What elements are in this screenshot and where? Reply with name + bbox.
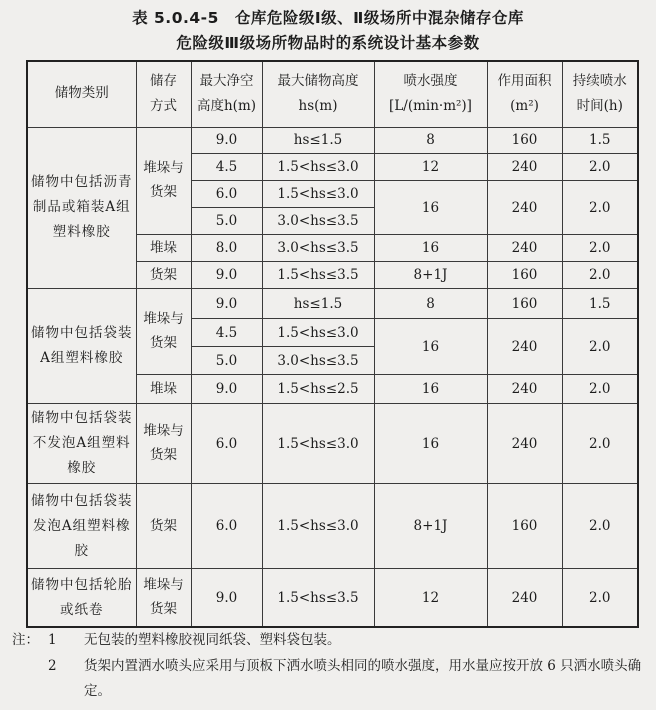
operating-area-cell: 240 (487, 319, 562, 375)
spray-duration-cell: 2.0 (562, 484, 638, 569)
note-number: 1 (48, 632, 57, 648)
max-storage-height-cell: 3.0<hs≤3.5 (262, 235, 374, 262)
header-category: 储物类别 (27, 61, 136, 127)
max-clear-height-cell: 6.0 (191, 181, 262, 208)
storage-method-cell: 堆垛与货架 (136, 569, 191, 627)
max-storage-height-cell: 1.5<hs≤3.0 (262, 181, 374, 208)
notes-lead: 注： (12, 632, 39, 648)
max-storage-height-cell: 1.5<hs≤3.0 (262, 154, 374, 181)
spray-intensity-cell: 16 (374, 375, 487, 404)
header-spray-duration (562, 61, 638, 127)
table-notes (12, 628, 648, 705)
spray-intensity-cell: 8+1J (374, 484, 487, 569)
storage-method-cell: 货架 (136, 484, 191, 569)
header-duration-line-1: 持续喷水 (572, 72, 627, 89)
header-storage-method (136, 61, 191, 127)
max-clear-height-cell: 5.0 (191, 208, 262, 235)
storage-method-cell: 堆垛与货架 (136, 289, 191, 375)
operating-area-cell: 160 (487, 127, 562, 154)
operating-area-cell: 240 (487, 235, 562, 262)
header-method-line-1: 储存 (150, 72, 177, 89)
max-storage-height-cell: 3.0<hs≤3.5 (262, 208, 374, 235)
note-item (12, 628, 648, 654)
max-clear-height-cell: 5.0 (191, 347, 262, 375)
note-number: 2 (48, 657, 57, 674)
header-intensity-line-1: 喷水强度 (403, 72, 458, 89)
max-storage-height-cell: 1.5<hs≤2.5 (262, 375, 374, 404)
header-storage-line-1: 最大储物高度 (277, 72, 359, 89)
spray-duration-cell: 2.0 (562, 181, 638, 235)
header-row (27, 61, 638, 127)
storage-method-cell: 货架 (136, 262, 191, 289)
max-clear-height-cell: 9.0 (191, 569, 262, 627)
category-cell: 储物中包括轮胎或纸卷 (27, 569, 136, 627)
note-text: 无包装的塑料橡胶视同纸袋、塑料袋包装。 (84, 632, 341, 648)
storage-method-cell: 堆垛与货架 (136, 127, 191, 235)
header-storage-line-2: hs(m) (298, 98, 338, 115)
spray-intensity-cell: 16 (374, 404, 487, 484)
design-parameters-table (26, 60, 639, 628)
table-row (27, 289, 638, 319)
max-storage-height-cell: hs≤1.5 (262, 127, 374, 154)
spray-intensity-cell: 12 (374, 569, 487, 627)
spray-duration-cell: 2.0 (562, 262, 638, 289)
max-clear-height-cell: 8.0 (191, 235, 262, 262)
max-storage-height-cell: 1.5<hs≤3.5 (262, 262, 374, 289)
max-clear-height-cell: 9.0 (191, 289, 262, 319)
storage-method-cell: 堆垛与货架 (136, 404, 191, 484)
note-text: 货架内置洒水喷头应采用与顶板下洒水喷头相同的喷水强度，用水量应按开放 6 只洒水喷头确定。 (84, 657, 642, 700)
max-clear-height-cell: 4.5 (191, 154, 262, 181)
header-area-line-1: 作用面积 (497, 72, 552, 89)
max-clear-height-cell: 9.0 (191, 127, 262, 154)
max-clear-height-cell: 9.0 (191, 262, 262, 289)
category-cell: 储物中包括袋装A组塑料橡胶 (27, 289, 136, 404)
max-clear-height-cell: 6.0 (191, 404, 262, 484)
operating-area-cell: 240 (487, 404, 562, 484)
table-row (27, 404, 638, 484)
max-storage-height-cell: 1.5<hs≤3.0 (262, 484, 374, 569)
table-row (27, 569, 638, 627)
spray-intensity-cell: 12 (374, 154, 487, 181)
header-spray-intensity (374, 61, 487, 127)
storage-method-cell: 堆垛 (136, 375, 191, 404)
operating-area-cell: 160 (487, 262, 562, 289)
storage-method-cell: 堆垛 (136, 235, 191, 262)
max-storage-height-cell: 1.5<hs≤3.0 (262, 404, 374, 484)
spray-duration-cell: 2.0 (562, 375, 638, 404)
spray-intensity-cell: 16 (374, 235, 487, 262)
header-intensity-line-2: [L/(min·m²)] (389, 98, 472, 115)
spray-intensity-cell: 8 (374, 127, 487, 154)
max-clear-height-cell: 6.0 (191, 484, 262, 569)
header-area-line-2: (m²) (510, 98, 539, 115)
header-duration-line-2: 时间(h) (576, 98, 623, 115)
operating-area-cell: 240 (487, 181, 562, 235)
table-title-line-1: 表 5.0.4-5 仓库危险级Ⅰ级、Ⅱ级场所中混杂储存仓库 (132, 9, 524, 27)
spray-intensity-cell: 8 (374, 289, 487, 319)
operating-area-cell: 240 (487, 154, 562, 181)
max-clear-height-cell: 9.0 (191, 375, 262, 404)
max-clear-height-cell: 4.5 (191, 319, 262, 347)
category-cell: 储物中包括袋装发泡A组塑料橡胶 (27, 484, 136, 569)
category-cell: 储物中包括沥青制品或箱装A组塑料橡胶 (27, 127, 136, 289)
spray-duration-cell: 2.0 (562, 569, 638, 627)
spray-duration-cell: 1.5 (562, 289, 638, 319)
spray-intensity-cell: 8+1J (374, 262, 487, 289)
max-storage-height-cell: 3.0<hs≤3.5 (262, 347, 374, 375)
note-item (48, 654, 648, 705)
header-max-storage-height (262, 61, 374, 127)
spray-duration-cell: 2.0 (562, 404, 638, 484)
spray-intensity-cell: 16 (374, 181, 487, 235)
operating-area-cell: 240 (487, 375, 562, 404)
header-max-clear-height (191, 61, 262, 127)
spray-duration-cell: 2.0 (562, 235, 638, 262)
max-storage-height-cell: hs≤1.5 (262, 289, 374, 319)
header-height-line-1: 最大净空 (199, 72, 254, 89)
spray-duration-cell: 2.0 (562, 319, 638, 375)
table-row (27, 484, 638, 569)
spray-duration-cell: 1.5 (562, 127, 638, 154)
operating-area-cell: 160 (487, 289, 562, 319)
spray-intensity-cell: 16 (374, 319, 487, 375)
category-cell: 储物中包括袋装不发泡A组塑料橡胶 (27, 404, 136, 484)
spray-duration-cell: 2.0 (562, 154, 638, 181)
table-row (27, 127, 638, 154)
header-height-line-2: 高度h(m) (196, 98, 257, 115)
header-method-line-2: 方式 (150, 98, 177, 115)
table-title-line-2: 危险级Ⅲ级场所物品时的系统设计基本参数 (176, 34, 480, 52)
operating-area-cell: 160 (487, 484, 562, 569)
header-operating-area (487, 61, 562, 127)
operating-area-cell: 240 (487, 569, 562, 627)
max-storage-height-cell: 1.5<hs≤3.5 (262, 569, 374, 627)
max-storage-height-cell: 1.5<hs≤3.0 (262, 319, 374, 347)
